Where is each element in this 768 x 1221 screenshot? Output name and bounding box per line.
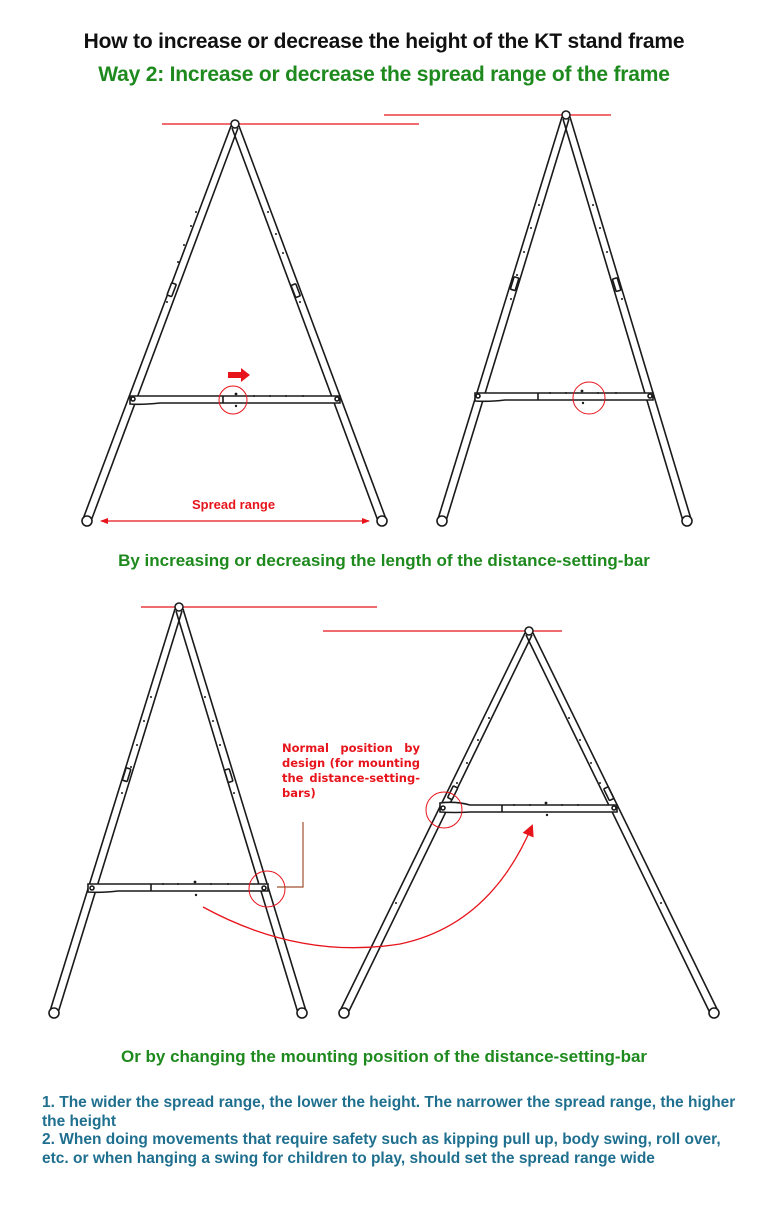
a-frame-narrow xyxy=(384,111,692,526)
page-subtitle: Way 2: Increase or decrease the spread range of the frame xyxy=(98,63,670,86)
section1-caption: By increasing or decreasing the length of the distance-setting-bar xyxy=(118,551,650,570)
note-item: 1. The wider the spread range, the lower the height. The narrower the spread range, the higher the height xyxy=(42,1094,736,1130)
a-frame-normal-mount xyxy=(49,603,377,1018)
red-right-arrow-icon xyxy=(228,368,250,382)
a-frame-alternate-mount xyxy=(323,627,719,1018)
section2-caption: Or by changing the mounting position of the distance-setting-bar xyxy=(120,1047,648,1066)
notes-list xyxy=(42,1094,742,1168)
page-title: How to increase or decrease the height of the KT stand frame xyxy=(83,30,685,53)
a-frame-wide xyxy=(82,120,419,526)
note-item: 2. When doing movements that require safety such as kipping pull up, body swing, roll over, etc. or when hanging a swing for children to play, should set the spread range wide xyxy=(42,1131,721,1167)
normal-position-callout: Normal position by design (for mounting the distance-setting-bars) xyxy=(282,741,420,800)
spread-range-label: Spread range xyxy=(192,497,276,512)
